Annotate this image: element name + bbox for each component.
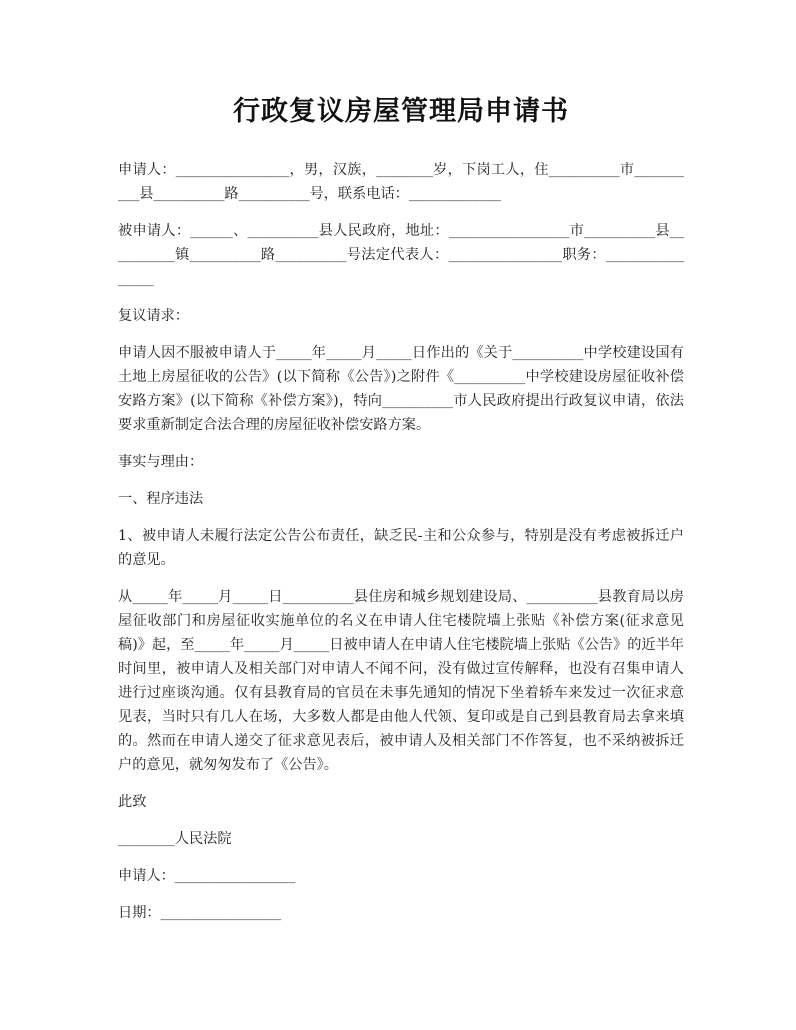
court-addressee: ________人民法院 bbox=[118, 831, 232, 847]
closing-salutation: 此致 bbox=[118, 794, 147, 810]
request-heading: 复议请求： bbox=[118, 308, 189, 324]
section-heading-procedure: 一、程序违法 bbox=[118, 491, 204, 507]
signature-line: 申请人：_________________ bbox=[118, 868, 296, 884]
point-one-paragraph: 1、被申请人未履行法定公告公布责任，缺乏民-主和公众参与，特别是没有考虑被拆迁户的意见。 bbox=[118, 528, 684, 568]
applicant-info-paragraph: 申请人：________________，男，汉族，________岁，下岗工人，住__________市__________县__________路__________号，联系电话：_____________ bbox=[118, 162, 684, 202]
request-paragraph: 申请人因不服被申请人于_____年_____月_____日作出的《关于__________中学校建设国有土地上房屋征收的公告》(以下简称《公告》)之附件《__________中学校建设房屋征收补偿安路方案》(以下简称《补偿方案》)，特向__________市人民政府提出行政复议申请，依法要求重新制定合法合理的房屋征收补偿安路方案。 bbox=[118, 345, 684, 433]
respondent-info-paragraph: 被申请人：______、__________县人民政府，地址：_________________市__________县__________镇__________路__________号法定代表人：________________职务：________________ bbox=[118, 223, 684, 287]
facts-heading: 事实与理由： bbox=[118, 454, 204, 470]
facts-detail-paragraph: 从_____年_____月_____日__________县住房和城乡规划建设局、__________县教育局以房屋征收部门和房屋征收实施单位的名义在申请人住宅楼院墙上张贴《补偿方案(征求意见稿)》起，至_____年_____月_____日被申请人在申请人住宅楼院墙上张贴《公告》的近半年时间里，被申请人及相关部门对申请人不闻不问，没有做过宣传解释，也没有召集申请人进行过座谈沟通。仅有县教育局的官员在未事先通知的情况下坐着轿车来发过一次征求意见表，当时只有几人在场，大多数人都是由他人代领、复印或是自己到县教育局去拿来填的。然而在申请人递交了征求意见表后，被申请人及相关部门不作答复，也不采纳被拆迁户的意见，就匆匆发布了《公告》。 bbox=[118, 589, 684, 773]
document-title: 行政复议房屋管理局申请书 bbox=[233, 96, 569, 127]
date-line: 日期：_________________ bbox=[118, 905, 282, 921]
document-page bbox=[118, 92, 684, 938]
